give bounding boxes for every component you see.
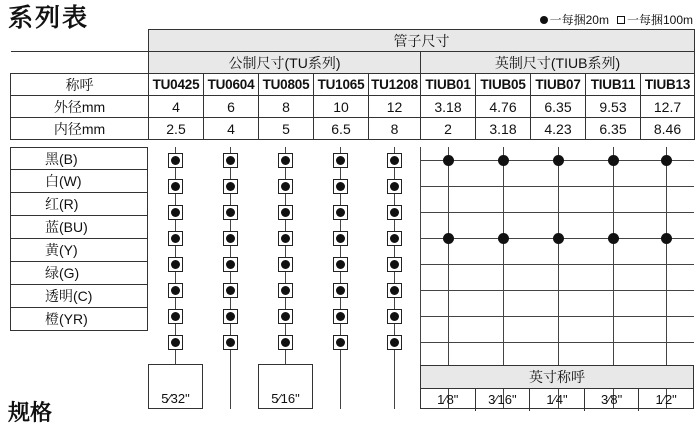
availability-dot (498, 155, 509, 166)
filled-dot-icon (171, 286, 180, 295)
filled-dot-icon (281, 182, 290, 191)
fitting-box-1 (148, 364, 203, 409)
od-cell: 3.18 (421, 96, 476, 118)
availability-box-dot (278, 257, 293, 272)
section-heading-partial: 规格 (8, 401, 53, 426)
id-cell: 5 (259, 118, 314, 140)
legend-empty (617, 11, 693, 28)
filled-dot-icon (171, 234, 180, 243)
availability-box-dot (278, 205, 293, 220)
filled-dot-icon (390, 182, 399, 191)
grid-hline (420, 290, 694, 291)
filled-dot-icon (390, 260, 399, 269)
filled-dot-icon (281, 338, 290, 347)
filled-dot-icon (336, 182, 345, 191)
od-cell: 12.7 (641, 96, 695, 118)
availability-box-dot (223, 335, 238, 350)
color-row: 黑(B) (10, 147, 148, 170)
availability-box-dot (223, 231, 238, 246)
filled-dot-icon (226, 156, 235, 165)
filled-dot-icon (336, 338, 345, 347)
availability-box-dot (223, 257, 238, 272)
filled-dot-icon (336, 286, 345, 295)
availability-box-dot (333, 335, 348, 350)
code-cell: TIUB01 (421, 74, 476, 96)
row-id (11, 118, 695, 140)
color-row: 黄(Y) (10, 239, 148, 262)
id-cell: 2 (421, 118, 476, 140)
filled-dot-icon (281, 312, 290, 321)
color-row: 透明(C) (10, 285, 148, 308)
availability-box-dot (333, 179, 348, 194)
od-cell: 8 (259, 96, 314, 118)
od-cell: 4 (149, 96, 204, 118)
filled-dot-icon (226, 260, 235, 269)
row-codes (11, 74, 695, 96)
availability-box-dot (333, 231, 348, 246)
grid-hline (420, 316, 694, 317)
availability-grid (148, 147, 694, 357)
filled-dot-icon (226, 208, 235, 217)
availability-box-dot (333, 205, 348, 220)
id-cell: 3.18 (476, 118, 531, 140)
availability-box-dot (223, 205, 238, 220)
availability-dot (608, 155, 619, 166)
availability-box-dot (223, 283, 238, 298)
color-row: 白(W) (10, 170, 148, 193)
fitting-label-1: 5⁄32" (161, 391, 190, 406)
fitting-label-2: 5⁄16" (271, 391, 300, 406)
filled-dot-icon (390, 234, 399, 243)
availability-box-dot (387, 283, 402, 298)
code-cell: TIUB11 (586, 74, 641, 96)
availability-box-dot (223, 153, 238, 168)
row-od (11, 96, 695, 118)
availability-box-dot (387, 257, 402, 272)
id-cell: 2.5 (149, 118, 204, 140)
spec-table (10, 29, 695, 140)
filled-dot-icon (281, 234, 290, 243)
filled-dot-icon (390, 208, 399, 217)
od-cell: 6 (204, 96, 259, 118)
inch-size-box (420, 365, 694, 409)
filled-dot-icon (336, 156, 345, 165)
header-inch: 英制尺寸(TIUB系列) (421, 52, 695, 74)
filled-dot-icon (336, 208, 345, 217)
id-cell: 4 (204, 118, 259, 140)
od-cell: 12 (369, 96, 421, 118)
availability-box-dot (223, 309, 238, 324)
id-cell: 8 (369, 118, 421, 140)
availability-box-dot (278, 283, 293, 298)
availability-box-dot (333, 153, 348, 168)
filled-dot-icon (390, 338, 399, 347)
filled-dot-icon (171, 260, 180, 269)
availability-dot (661, 233, 672, 244)
grid-hline (420, 264, 694, 265)
availability-dot (443, 233, 454, 244)
filled-dot-icon (390, 286, 399, 295)
filled-dot-icon (171, 312, 180, 321)
availability-box-dot (168, 257, 183, 272)
code-cell: TU1065 (314, 74, 369, 96)
filled-dot-icon (336, 260, 345, 269)
label-name: 称呼 (11, 74, 149, 96)
color-list (10, 147, 148, 331)
availability-box-dot (278, 153, 293, 168)
color-row: 蓝(BU) (10, 216, 148, 239)
availability-box-dot (278, 179, 293, 194)
availability-box-dot (333, 283, 348, 298)
availability-box-dot (168, 205, 183, 220)
filled-dot-icon (336, 234, 345, 243)
availability-box-dot (387, 179, 402, 194)
color-row: 橙(YR) (10, 308, 148, 331)
id-cell: 6.5 (314, 118, 369, 140)
filled-dot-icon (390, 156, 399, 165)
filled-dot-icon (226, 182, 235, 191)
availability-box-dot (387, 231, 402, 246)
filled-dot-icon (336, 312, 345, 321)
filled-dot-icon (281, 156, 290, 165)
availability-box-dot (168, 283, 183, 298)
code-cell: TU1208 (369, 74, 421, 96)
availability-dot (661, 155, 672, 166)
label-id: 内径mm (11, 118, 149, 140)
legend-filled-label: 一每捆20m (549, 13, 609, 27)
inch-size-header: 英寸称呼 (421, 366, 693, 389)
filled-dot-icon (226, 234, 235, 243)
color-row: 红(R) (10, 193, 148, 216)
availability-dot (443, 155, 454, 166)
availability-dot (553, 155, 564, 166)
od-cell: 6.35 (531, 96, 586, 118)
code-cell: TIUB05 (476, 74, 531, 96)
filled-dot-icon (171, 182, 180, 191)
id-cell: 6.35 (586, 118, 641, 140)
filled-dot-icon (540, 16, 548, 24)
filled-dot-icon (171, 208, 180, 217)
filled-dot-icon (171, 338, 180, 347)
color-row: 绿(G) (10, 262, 148, 285)
code-cell: TIUB07 (531, 74, 586, 96)
availability-dot (608, 233, 619, 244)
availability-box-dot (278, 335, 293, 350)
od-cell: 4.76 (476, 96, 531, 118)
filled-dot-icon (226, 286, 235, 295)
filled-dot-icon (281, 286, 290, 295)
empty-square-icon (617, 16, 625, 24)
filled-dot-icon (281, 260, 290, 269)
od-cell: 10 (314, 96, 369, 118)
availability-box-dot (278, 231, 293, 246)
availability-box-dot (387, 153, 402, 168)
header-tube-size: 管子尺寸 (149, 30, 695, 52)
filled-dot-icon (226, 312, 235, 321)
od-cell: 9.53 (586, 96, 641, 118)
code-cell: TU0604 (204, 74, 259, 96)
inch-size-cell: 1⁄2" (655, 392, 677, 407)
availability-box-dot (168, 231, 183, 246)
availability-box-dot (387, 205, 402, 220)
availability-box-dot (168, 179, 183, 194)
availability-box-dot (333, 257, 348, 272)
label-od: 外径mm (11, 96, 149, 118)
header-metric: 公制尺寸(TU系列) (149, 52, 421, 74)
legend-filled (540, 11, 609, 28)
availability-dot (553, 233, 564, 244)
availability-box-dot (387, 309, 402, 324)
inch-size-row (421, 389, 693, 411)
fitting-box-2 (258, 364, 313, 409)
legend-empty-label: 一每捆100m (626, 13, 693, 27)
code-cell: TIUB13 (641, 74, 695, 96)
grid-hline (420, 212, 694, 213)
availability-box-dot (333, 309, 348, 324)
code-cell: TU0805 (259, 74, 314, 96)
page-title: 系列表 (8, 3, 90, 32)
inch-size-cell: 3⁄16" (476, 389, 531, 411)
table-corner-2 (11, 52, 149, 74)
availability-box-dot (168, 309, 183, 324)
availability-dot (498, 233, 509, 244)
code-cell: TU0425 (149, 74, 204, 96)
filled-dot-icon (281, 208, 290, 217)
availability-box-dot (278, 309, 293, 324)
availability-box-dot (387, 335, 402, 350)
availability-box-dot (168, 335, 183, 350)
table-corner (11, 30, 149, 52)
id-cell: 8.46 (641, 118, 695, 140)
filled-dot-icon (390, 312, 399, 321)
inch-size-cell: 1⁄8" (421, 389, 476, 411)
legend (540, 11, 693, 28)
grid-hline (420, 342, 694, 343)
id-cell: 4.23 (531, 118, 586, 140)
inch-size-cell: 3⁄8" (585, 389, 640, 411)
availability-box-dot (168, 153, 183, 168)
availability-box-dot (223, 179, 238, 194)
inch-size-cell: 1⁄4" (530, 389, 585, 411)
filled-dot-icon (171, 156, 180, 165)
grid-hline (420, 186, 694, 187)
filled-dot-icon (226, 338, 235, 347)
